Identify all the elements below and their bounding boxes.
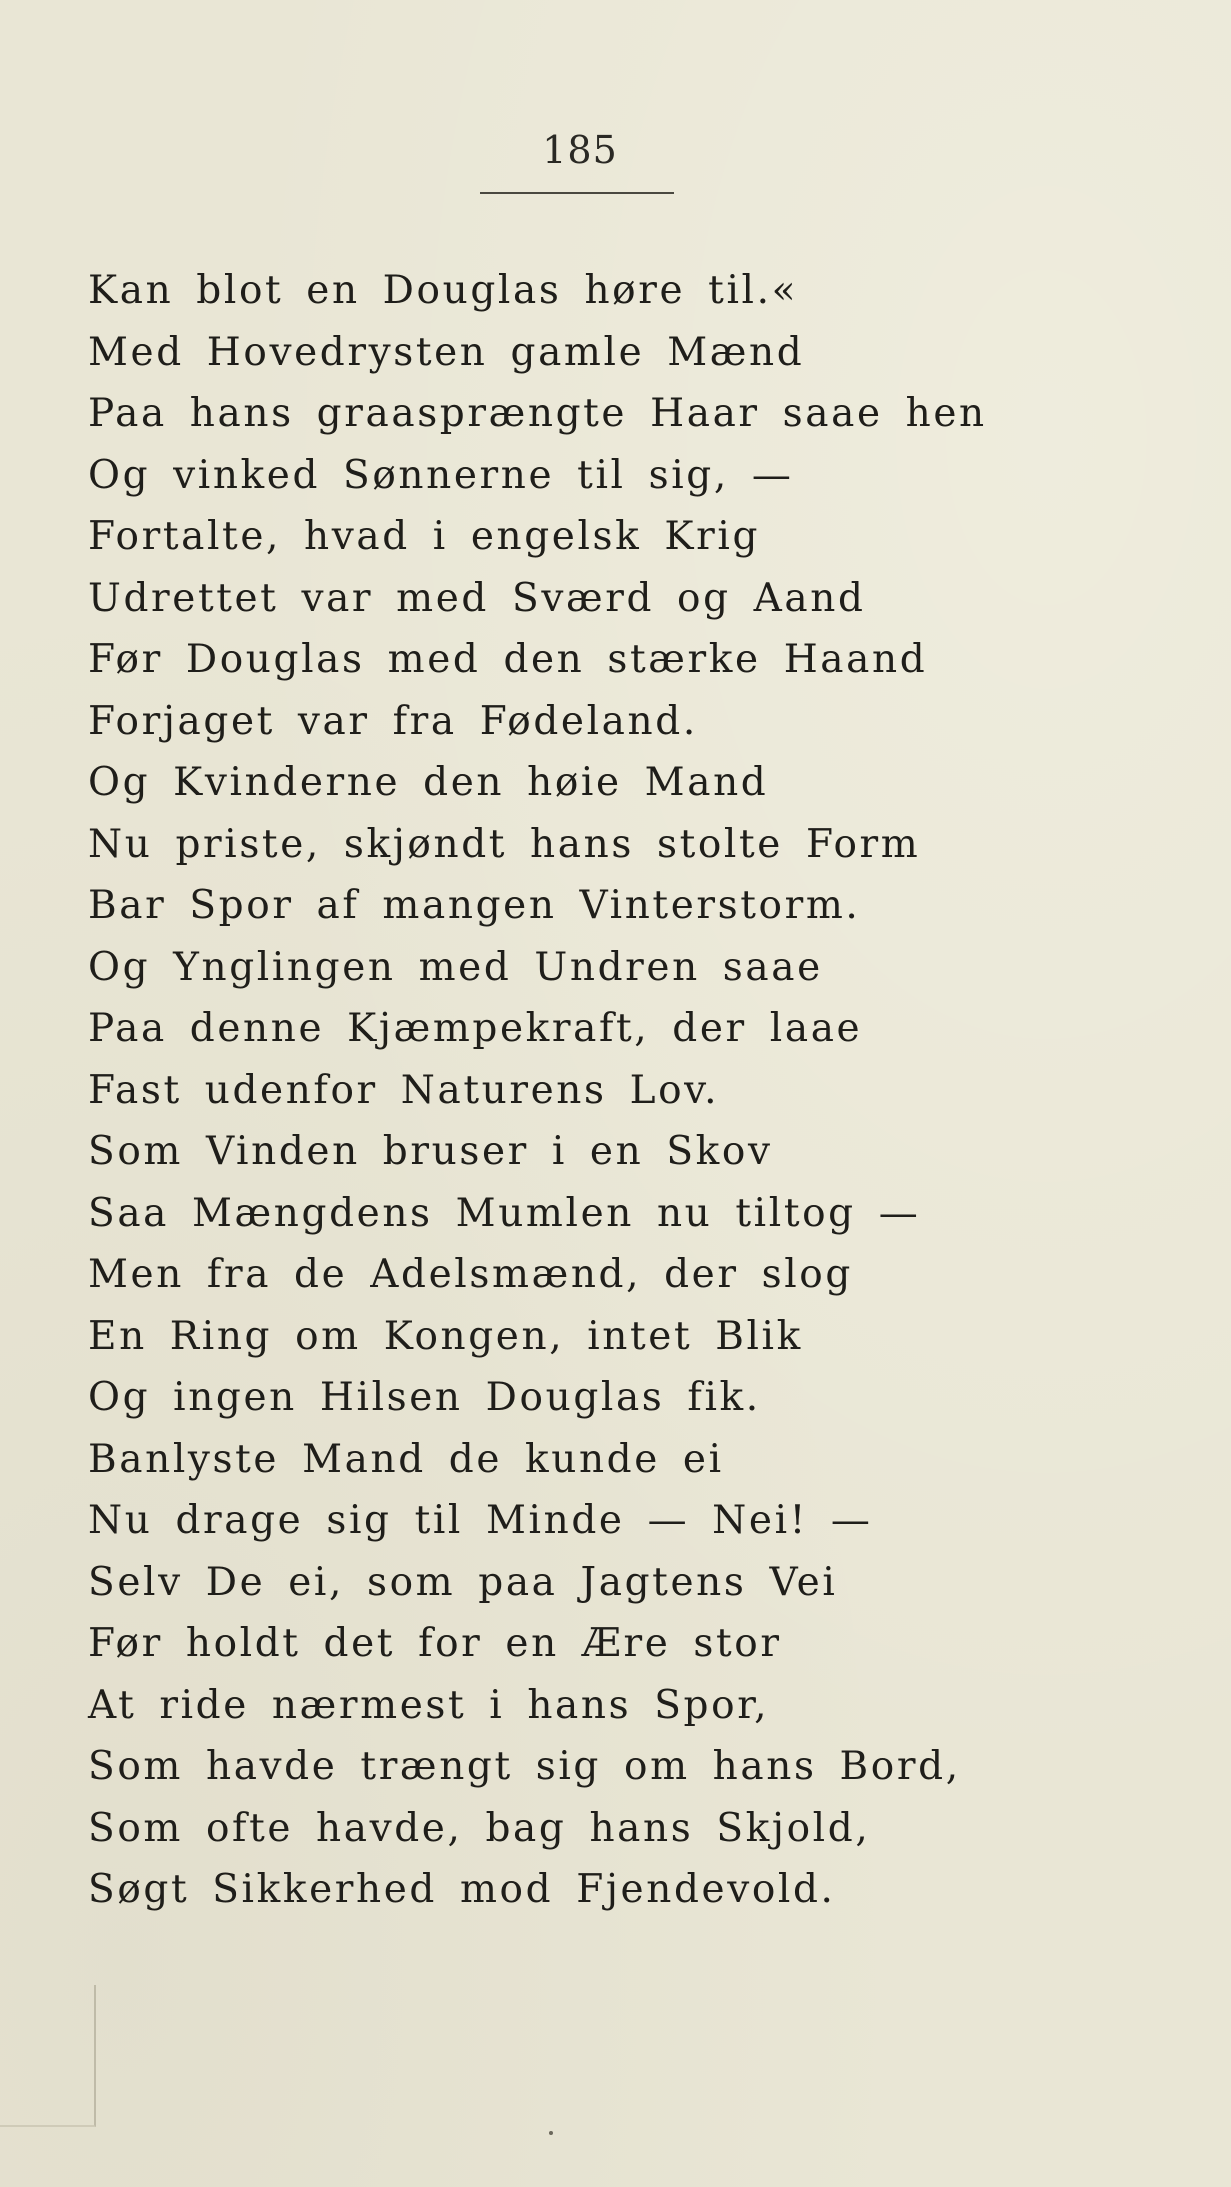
poem-line: Banlyste Mand de kunde ei (88, 1436, 724, 1482)
poem-line: Og Ynglingen med Undren saae (88, 944, 823, 990)
poem-line: Paa denne Kjæmpekraft, der laae (88, 1006, 863, 1051)
poem-line: Som ofte havde, bag hans Skjold, (88, 1805, 871, 1851)
poem-line: Og Kvinderne den høie Mand (88, 760, 769, 805)
poem-line: Forjaget var fra Fødeland. (88, 698, 698, 744)
poem-line: Som Vinden bruser i en Skov (88, 1129, 773, 1174)
poem-line: Fortalte, hvad i engelsk Krig (88, 514, 761, 559)
ink-speck (549, 2131, 553, 2135)
poem-text (88, 260, 1148, 1921)
poem-line: At ride nærmest i hans Spor, (88, 1682, 770, 1728)
poem-line: Paa hans graasprængte Haar saae hen (88, 391, 987, 436)
poem-line: Som havde trængt sig om hans Bord, (88, 1744, 961, 1789)
poem-line: Og ingen Hilsen Douglas fik. (88, 1375, 761, 1420)
page-number: 185 (542, 128, 618, 172)
poem-line: Før Douglas med den stærke Haand (88, 637, 928, 682)
poem-line: Med Hovedrysten gamle Mænd (88, 329, 805, 375)
poem-line: Selv De ei, som paa Jagtens Vei (88, 1559, 838, 1605)
poem-line: Udrettet var med Sværd og Aand (88, 575, 866, 621)
poem-line: Fast udenfor Naturens Lov. (88, 1067, 720, 1113)
poem-line: Saa Mængdens Mumlen nu tiltog — (88, 1190, 921, 1236)
page-edge-mark (0, 1985, 96, 2127)
poem-line: Nu priste, skjøndt hans stolte Form (88, 821, 921, 867)
poem-line: Nu drage sig til Minde — Nei! — (88, 1498, 873, 1543)
poem-line: Bar Spor af mangen Vinterstorm. (88, 883, 861, 928)
poem-line: Og vinked Sønnerne til sig, — (88, 452, 794, 498)
poem-line: Søgt Sikkerhed mod Fjendevold. (88, 1867, 836, 1912)
poem-line: Men fra de Adelsmænd, der slog (88, 1252, 853, 1297)
page-number-rule (480, 192, 674, 194)
poem-line: Kan blot en Douglas høre til.« (88, 268, 799, 313)
poem-line: En Ring om Kongen, intet Blik (88, 1313, 803, 1359)
poem-line: Før holdt det for en Ære stor (88, 1621, 782, 1666)
